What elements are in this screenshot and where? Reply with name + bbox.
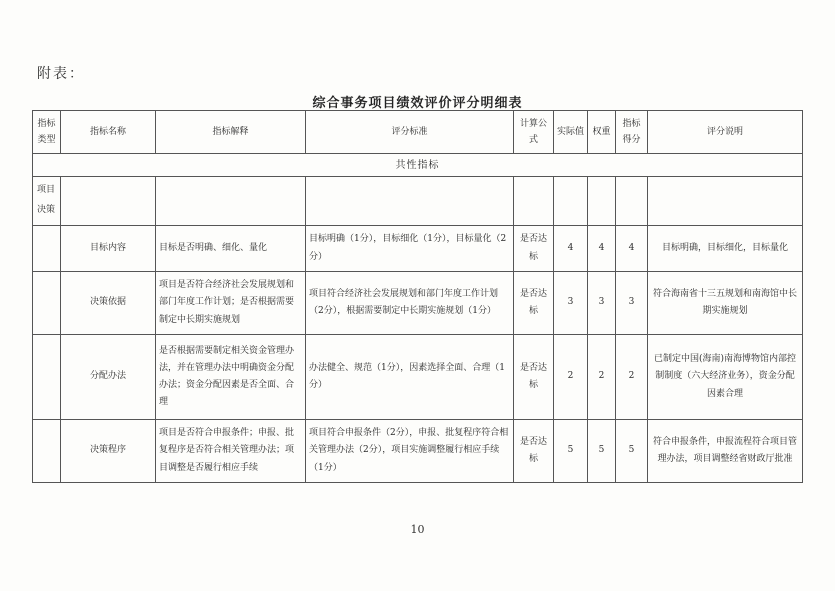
indicator-explanation: 项目是否符合申报条件；申报、批复程序是否符合相关管理办法；项目调整是否履行相应手续 — [156, 420, 306, 483]
actual-value: 3 — [554, 272, 588, 335]
weight: 4 — [588, 226, 616, 272]
score: 3 — [616, 272, 648, 335]
table-title: 综合事务项目绩效评价评分明细表 — [312, 96, 523, 111]
page-number: 10 — [410, 523, 425, 536]
header-standard: 评分标准 — [306, 111, 514, 154]
indicator-name: 决策依据 — [61, 272, 156, 335]
header-type: 指标类型 — [33, 111, 61, 154]
score-description: 已制定中国(海南)南海博物馆内部控制制度（六大经济业务），资金分配因素合理 — [648, 335, 803, 420]
header-actual: 实际值 — [554, 111, 588, 154]
score: 5 — [616, 420, 648, 483]
actual-value: 5 — [554, 420, 588, 483]
score-description: 符合海南省十三五规划和南海馆中长期实施规划 — [648, 272, 803, 335]
header-score: 指标得分 — [616, 111, 648, 154]
weight: 3 — [588, 272, 616, 335]
evaluation-table — [32, 110, 803, 483]
header-explanation: 指标解释 — [156, 111, 306, 154]
formula: 是否达标 — [514, 226, 554, 272]
indicator-explanation: 是否根据需要制定相关资金管理办法，并在管理办法中明确资金分配办法；资金分配因素是否全面、合理 — [156, 335, 306, 420]
score: 2 — [616, 335, 648, 420]
scoring-standard: 办法健全、规范（1分），因素选择全面、合理（1分） — [306, 335, 514, 420]
header-formula: 计算公式 — [514, 111, 554, 154]
section-common-indicators: 共性指标 — [33, 154, 803, 177]
indicator-explanation: 目标是否明确、细化、量化 — [156, 226, 306, 272]
table-row — [33, 420, 803, 483]
table-row — [33, 272, 803, 335]
score: 4 — [616, 226, 648, 272]
annex-label: 附表： — [37, 66, 85, 82]
table-row — [33, 177, 803, 226]
table-header — [33, 111, 803, 154]
indicator-name: 分配办法 — [61, 335, 156, 420]
indicator-explanation: 项目是否符合经济社会发展规划和部门年度工作计划；是否根据需要制定中长期实施规划 — [156, 272, 306, 335]
actual-value: 2 — [554, 335, 588, 420]
scoring-standard: 目标明确（1分），目标细化（1分），目标量化（2分） — [306, 226, 514, 272]
formula: 是否达标 — [514, 420, 554, 483]
indicator-name: 目标内容 — [61, 226, 156, 272]
actual-value: 4 — [554, 226, 588, 272]
header-description: 评分说明 — [648, 111, 803, 154]
indicator-name: 决策程序 — [61, 420, 156, 483]
scoring-standard: 项目符合经济社会发展规划和部门年度工作计划（2分），根据需要制定中长期实施规划（1分） — [306, 272, 514, 335]
header-name: 指标名称 — [61, 111, 156, 154]
weight: 5 — [588, 420, 616, 483]
formula: 是否达标 — [514, 335, 554, 420]
scoring-standard: 项目符合申报条件（2分），申报、批复程序符合相关管理办法（2分），项目实施调整履行相应手续（1分） — [306, 420, 514, 483]
table-row — [33, 335, 803, 420]
header-weight: 权重 — [588, 111, 616, 154]
weight: 2 — [588, 335, 616, 420]
category-cell: 项目决策 — [33, 177, 61, 226]
score-description: 目标明确，目标细化，目标量化 — [648, 226, 803, 272]
table-row — [33, 226, 803, 272]
formula: 是否达标 — [514, 272, 554, 335]
score-description: 符合申报条件，申报流程符合项目管理办法，项目调整经省财政厅批准 — [648, 420, 803, 483]
